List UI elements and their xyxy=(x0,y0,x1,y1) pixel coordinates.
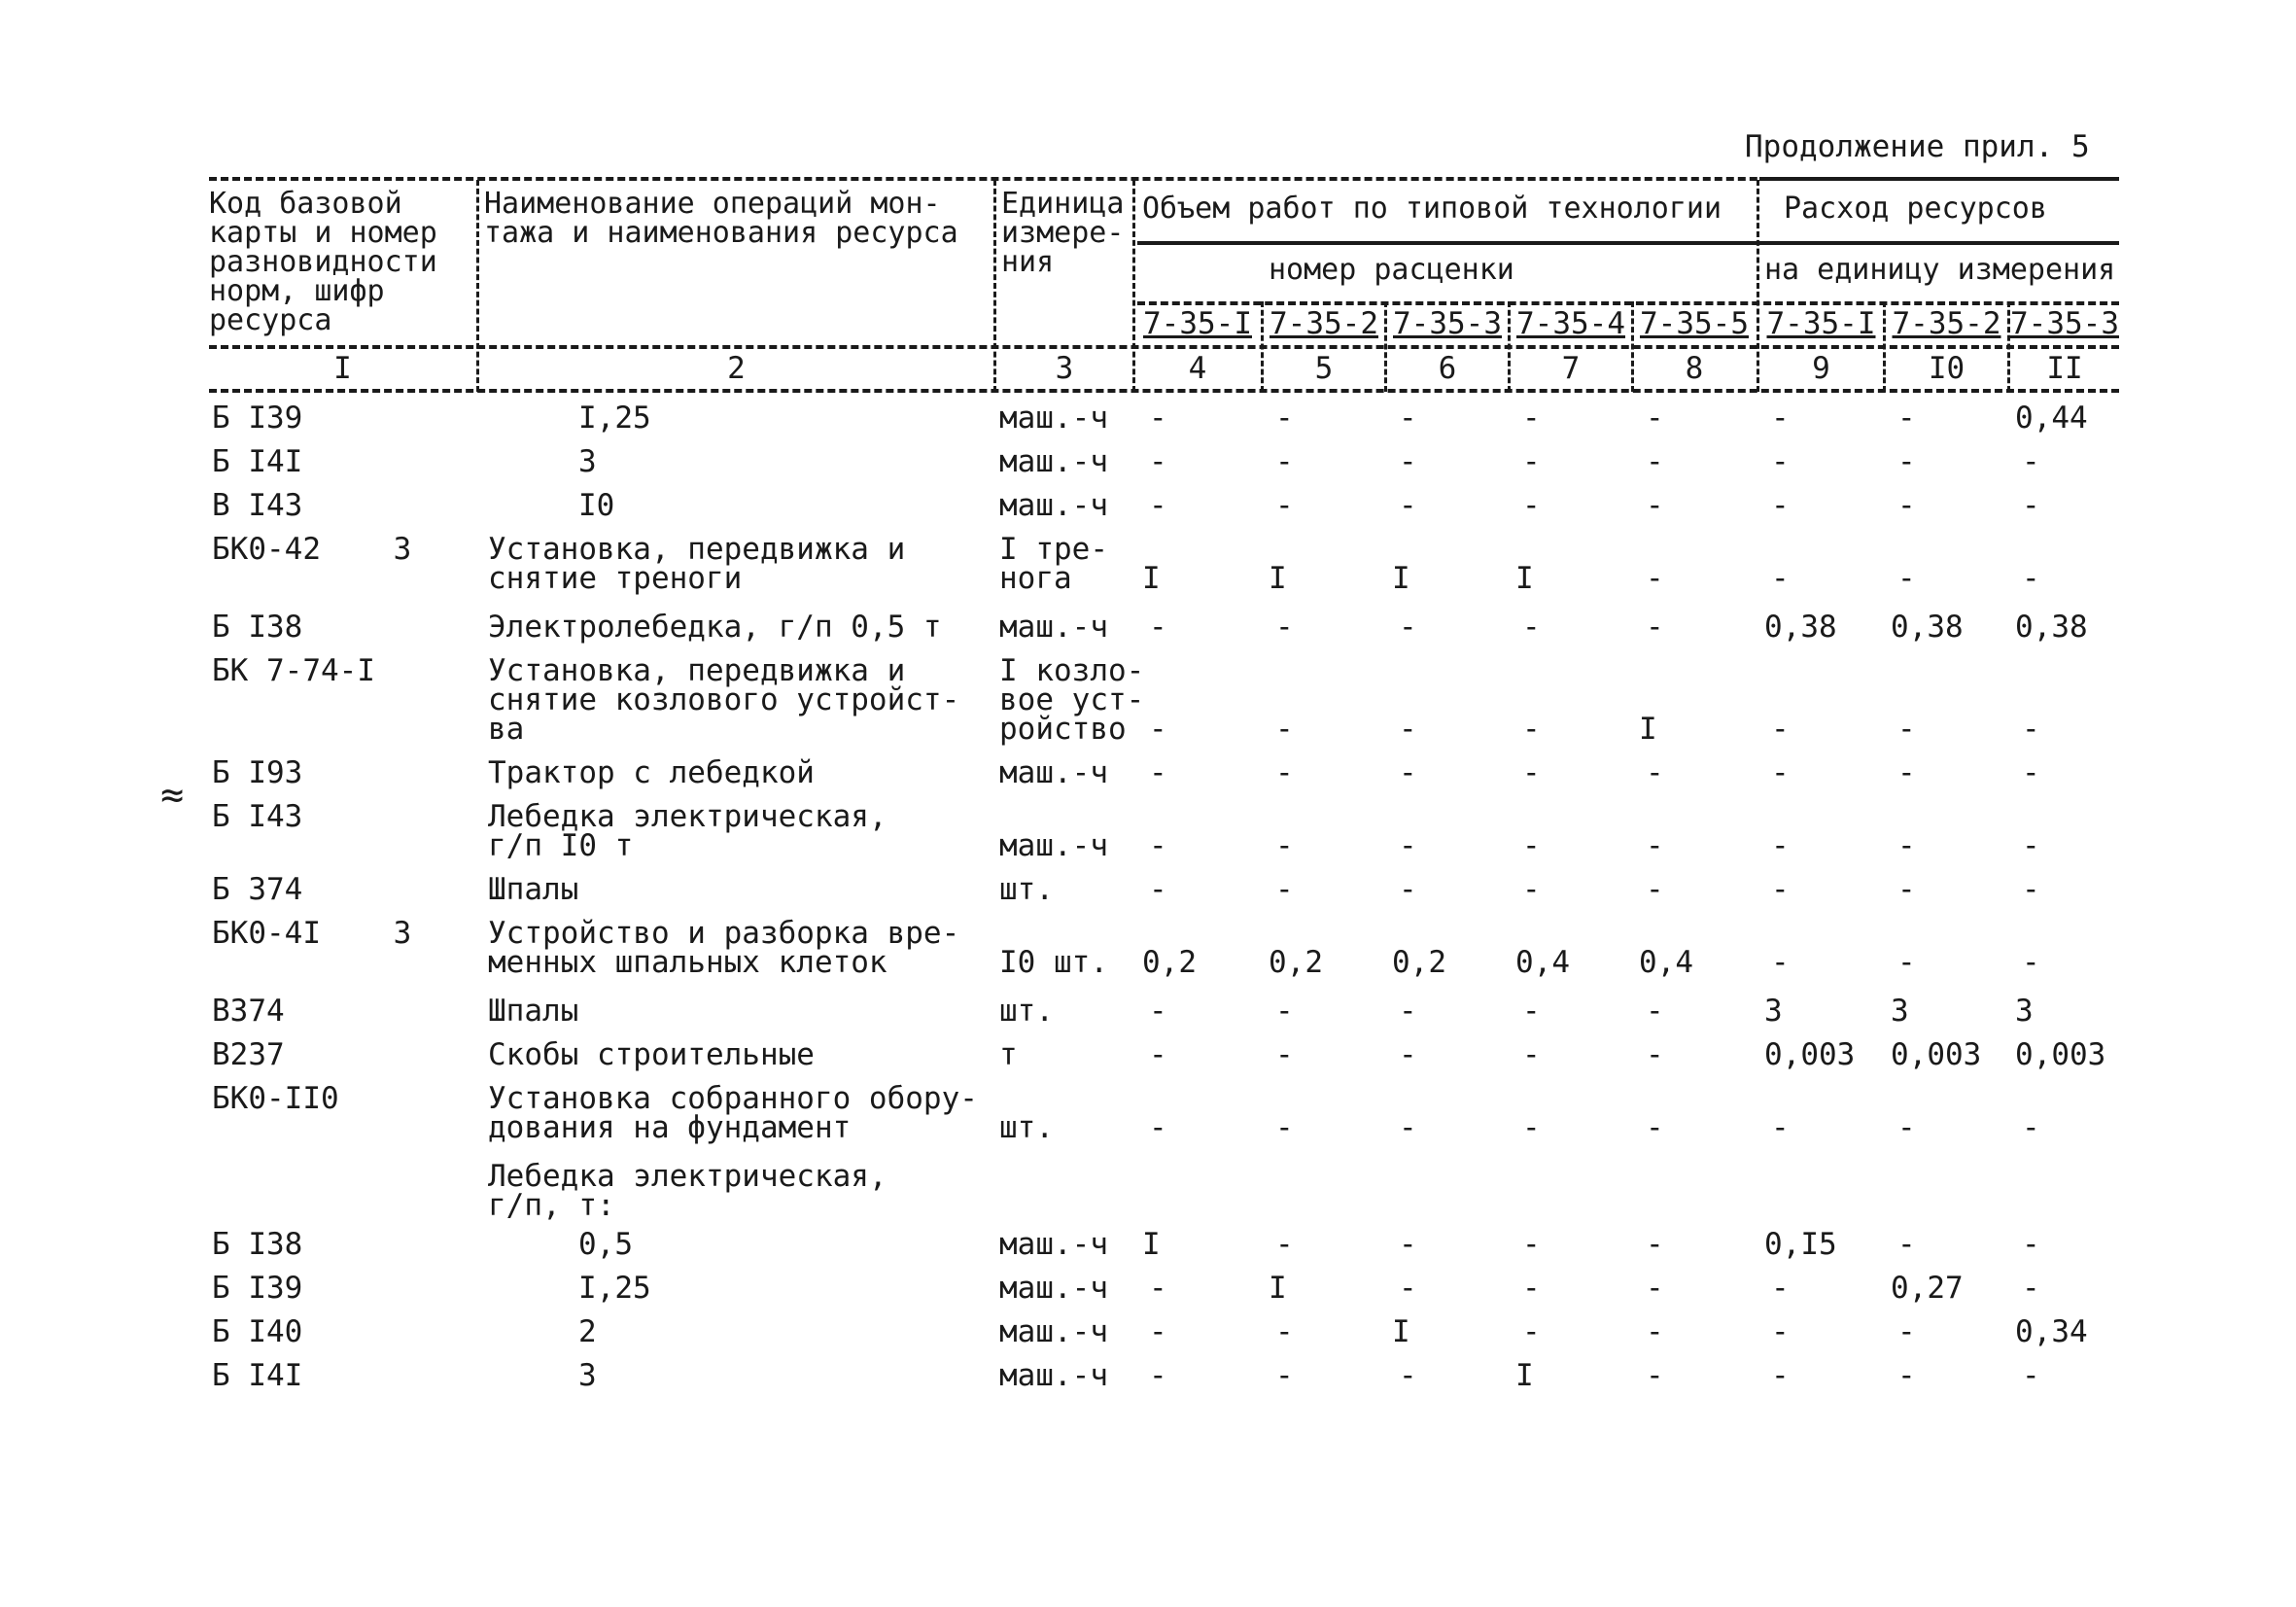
resource-code: Б I40 xyxy=(212,1314,303,1349)
rate-number-8: 7-35-3 xyxy=(2010,306,2119,341)
value-cell: - xyxy=(1275,488,1294,523)
value-cell: 0,38 xyxy=(1891,610,1964,645)
value-cell: - xyxy=(1149,872,1167,907)
value-cell: 0,003 xyxy=(1891,1037,1982,1072)
value-cell: I xyxy=(1142,1227,1161,1262)
value-cell: - xyxy=(1897,1314,1916,1349)
header-resources-group: Расход ресурсов xyxy=(1784,192,2047,226)
value-cell: - xyxy=(1522,712,1541,747)
operation-name: Шпалы xyxy=(488,994,579,1029)
resource-code: В I43 xyxy=(212,488,303,523)
value-cell: - xyxy=(1275,1110,1294,1145)
value-cell: 0,I5 xyxy=(1764,1227,1837,1262)
value-cell: - xyxy=(1399,994,1417,1029)
value-cell: 0,4 xyxy=(1639,945,1693,980)
value-cell: - xyxy=(1149,712,1167,747)
value-cell: - xyxy=(1275,1227,1294,1262)
resource-code: БК0-II0 xyxy=(212,1081,339,1116)
resource-code: Б I43 xyxy=(212,799,303,834)
column-number-9: 9 xyxy=(1812,351,1830,386)
value-cell: - xyxy=(1275,1314,1294,1349)
value-cell: - xyxy=(1646,444,1664,479)
value-cell: - xyxy=(1399,401,1417,436)
value-cell: - xyxy=(1897,444,1916,479)
operation-name: Шпалы xyxy=(488,872,579,907)
value-cell: - xyxy=(1522,1227,1541,1262)
value-cell: - xyxy=(1646,1314,1664,1349)
resource-code: Б 374 xyxy=(212,872,303,907)
value-cell: - xyxy=(2022,1358,2040,1393)
operation-name: Устройство и разборка вре- менных шпальных клеток xyxy=(488,916,960,980)
value-cell: 0,38 xyxy=(1764,610,1837,645)
unit-of-measure: маш.-ч xyxy=(999,755,1108,790)
resource-code: В237 xyxy=(212,1037,285,1072)
value-cell: - xyxy=(1275,872,1294,907)
value-cell: - xyxy=(1771,444,1790,479)
value-cell: - xyxy=(1399,1358,1417,1393)
header-bottom-rule xyxy=(209,389,2119,393)
value-cell: - xyxy=(1522,1314,1541,1349)
value-cell: I xyxy=(1639,712,1657,747)
value-cell: - xyxy=(1646,401,1664,436)
value-cell: - xyxy=(1275,610,1294,645)
header-code: Код базовой карты и номер разновидности норм, шифр ресурса xyxy=(209,187,437,337)
value-cell: - xyxy=(2022,945,2040,980)
value-cell: - xyxy=(1149,444,1167,479)
value-cell: 3 xyxy=(2015,994,2034,1029)
header-rate-number: номер расценки xyxy=(1269,253,1514,287)
value-cell: 0,27 xyxy=(1891,1271,1964,1306)
value-cell: I xyxy=(1269,1271,1287,1306)
column-number-11: II xyxy=(2046,351,2083,386)
column-number-7: 7 xyxy=(1561,351,1581,386)
value-cell: - xyxy=(1275,994,1294,1029)
value-cell: - xyxy=(1646,610,1664,645)
value-cell: - xyxy=(1771,828,1790,863)
operation-name: Установка собранного обору- дования на фундамент xyxy=(488,1081,978,1145)
unit-of-measure: маш.-ч xyxy=(999,444,1108,479)
value-cell: 0,003 xyxy=(1764,1037,1856,1072)
operation-name: Электролебедка, г/п 0,5 т xyxy=(488,610,942,645)
value-cell: - xyxy=(1771,755,1790,790)
value-cell: - xyxy=(1897,872,1916,907)
value-cell: - xyxy=(2022,1110,2040,1145)
value-cell: - xyxy=(1771,1314,1790,1349)
value-cell: - xyxy=(1399,872,1417,907)
resource-code: Б I39 xyxy=(212,1271,303,1306)
value-cell: 0,34 xyxy=(2015,1314,2088,1349)
value-cell: - xyxy=(1149,1110,1167,1145)
value-cell: 0,003 xyxy=(2015,1037,2106,1072)
resource-code: Б I4I xyxy=(212,1358,303,1393)
value-cell: 3 xyxy=(1891,994,1909,1029)
value-cell: - xyxy=(1149,1358,1167,1393)
operation-name: 3 xyxy=(578,444,597,479)
value-cell: - xyxy=(1522,610,1541,645)
value-cell: - xyxy=(1522,1110,1541,1145)
unit-of-measure: шт. xyxy=(999,872,1054,907)
rate-number-2: 7-35-2 xyxy=(1270,306,1378,341)
value-cell: - xyxy=(1275,828,1294,863)
unit-of-measure: маш.-ч xyxy=(999,1271,1108,1306)
value-cell: - xyxy=(1399,828,1417,863)
value-cell: - xyxy=(1771,401,1790,436)
value-cell: I xyxy=(1392,561,1410,596)
unit-of-measure: I тре- нога xyxy=(999,532,1108,596)
value-cell: - xyxy=(1522,994,1541,1029)
unit-of-measure: I0 шт. xyxy=(999,945,1108,980)
operation-name: 2 xyxy=(578,1314,597,1349)
rate-number-7: 7-35-2 xyxy=(1892,306,2001,341)
operation-name: 0,5 xyxy=(578,1227,633,1262)
value-cell: - xyxy=(1646,1271,1664,1306)
continuation-note: Продолжение прил. 5 xyxy=(1745,129,2090,164)
margin-mark: ≈ xyxy=(160,773,185,818)
value-cell: - xyxy=(1399,444,1417,479)
value-cell: - xyxy=(1522,1271,1541,1306)
value-cell: - xyxy=(2022,1227,2040,1262)
column-number-2: 2 xyxy=(727,351,746,386)
operation-name: Скобы строительные xyxy=(488,1037,815,1072)
value-cell: - xyxy=(1771,1271,1790,1306)
value-cell: - xyxy=(1897,1110,1916,1145)
value-cell: I xyxy=(1269,561,1287,596)
operation-name: Установка, передвижка и снятие треноги xyxy=(488,532,906,596)
value-cell: 0,2 xyxy=(1392,945,1446,980)
value-cell: - xyxy=(1275,755,1294,790)
unit-of-measure: I козло- вое уст- ройство xyxy=(999,653,1145,747)
header-top-rule-right xyxy=(1759,177,2119,181)
value-cell: - xyxy=(1149,401,1167,436)
resource-code: БК 7-74-I xyxy=(212,653,375,688)
value-cell: - xyxy=(1399,755,1417,790)
column-number-3: 3 xyxy=(1055,351,1074,386)
value-cell: - xyxy=(1149,610,1167,645)
value-cell: - xyxy=(1771,1110,1790,1145)
value-cell: - xyxy=(1897,1227,1916,1262)
column-number-1: I xyxy=(333,351,352,386)
value-cell: 0,38 xyxy=(2015,610,2088,645)
operation-name: Лебедка электрическая, г/п I0 т xyxy=(488,799,887,863)
value-cell: - xyxy=(1771,945,1790,980)
value-cell: - xyxy=(1275,444,1294,479)
value-cell: - xyxy=(2022,755,2040,790)
rate-number-4: 7-35-4 xyxy=(1516,306,1625,341)
value-cell: - xyxy=(2022,828,2040,863)
value-cell: - xyxy=(1646,828,1664,863)
value-cell: - xyxy=(1399,1110,1417,1145)
value-cell: - xyxy=(2022,872,2040,907)
operation-name: I,25 xyxy=(578,401,651,436)
resource-code: Б I39 xyxy=(212,401,303,436)
rate-number-1: 7-35-I xyxy=(1143,306,1252,341)
value-cell: - xyxy=(1646,1358,1664,1393)
resource-code: В374 xyxy=(212,994,285,1029)
value-cell: I xyxy=(1392,1314,1410,1349)
operation-name: I0 xyxy=(578,488,615,523)
value-cell: - xyxy=(2022,1271,2040,1306)
divider-col3 xyxy=(1132,180,1135,392)
value-cell: - xyxy=(1149,828,1167,863)
operation-name: Лебедка электрическая, г/п, т: xyxy=(488,1159,887,1223)
rate-row-top-rule xyxy=(1137,301,2119,305)
value-cell: - xyxy=(1646,561,1664,596)
value-cell: - xyxy=(1897,488,1916,523)
resource-code: Б I93 xyxy=(212,755,303,790)
value-cell: - xyxy=(1771,712,1790,747)
value-cell: - xyxy=(1897,401,1916,436)
value-cell: 0,4 xyxy=(1515,945,1570,980)
value-cell: - xyxy=(1399,1271,1417,1306)
header-unit: Единица измере- ния xyxy=(1001,187,1125,279)
value-cell: - xyxy=(2022,561,2040,596)
value-cell: - xyxy=(1149,1037,1167,1072)
column-number-top-rule xyxy=(209,345,2119,349)
value-cell: - xyxy=(1149,755,1167,790)
rate-number-3: 7-35-3 xyxy=(1393,306,1502,341)
value-cell: - xyxy=(1522,1037,1541,1072)
subheader-rule xyxy=(1137,241,2119,245)
unit-of-measure: маш.-ч xyxy=(999,1358,1108,1393)
value-cell: - xyxy=(1646,1227,1664,1262)
value-cell: - xyxy=(1275,1037,1294,1072)
value-cell: - xyxy=(1646,1110,1664,1145)
value-cell: - xyxy=(2022,488,2040,523)
operation-name: Трактор с лебедкой xyxy=(488,755,815,790)
value-cell: - xyxy=(1646,488,1664,523)
unit-of-measure: шт. xyxy=(999,1110,1054,1145)
unit-of-measure: маш.-ч xyxy=(999,401,1108,436)
resource-code: Б I4I xyxy=(212,444,303,479)
value-cell: 0,2 xyxy=(1269,945,1323,980)
resource-code: БК0-42 3 xyxy=(212,532,412,567)
value-cell: - xyxy=(1646,755,1664,790)
value-cell: - xyxy=(1646,994,1664,1029)
header-per-unit: на единицу измерения xyxy=(1764,253,2116,287)
header-volume-group: Объем работ по типовой технологии xyxy=(1142,192,1722,226)
value-cell: - xyxy=(1149,1271,1167,1306)
value-cell: - xyxy=(1897,561,1916,596)
value-cell: - xyxy=(1771,872,1790,907)
value-cell: - xyxy=(1399,1227,1417,1262)
value-cell: - xyxy=(1522,872,1541,907)
value-cell: - xyxy=(1149,994,1167,1029)
column-number-10: I0 xyxy=(1928,351,1966,386)
value-cell: - xyxy=(1771,488,1790,523)
column-number-8: 8 xyxy=(1685,351,1704,386)
unit-of-measure: маш.-ч xyxy=(999,488,1108,523)
unit-of-measure: маш.-ч xyxy=(999,1314,1108,1349)
header-operation-name: Наименование операций мон- тажа и наименования ресурса xyxy=(484,187,958,250)
resource-code: Б I38 xyxy=(212,1227,303,1262)
value-cell: - xyxy=(1646,1037,1664,1072)
value-cell: - xyxy=(1522,755,1541,790)
column-number-6: 6 xyxy=(1438,351,1457,386)
value-cell: - xyxy=(1646,872,1664,907)
column-number-5: 5 xyxy=(1314,351,1334,386)
value-cell: 3 xyxy=(1764,994,1783,1029)
value-cell: - xyxy=(1897,712,1916,747)
resource-code: Б I38 xyxy=(212,610,303,645)
value-cell: - xyxy=(1897,945,1916,980)
value-cell: - xyxy=(1522,488,1541,523)
resource-code: БК0-4I 3 xyxy=(212,916,412,951)
unit-of-measure: т xyxy=(999,1037,1018,1072)
value-cell: - xyxy=(1399,712,1417,747)
value-cell: - xyxy=(1897,828,1916,863)
rate-number-5: 7-35-5 xyxy=(1640,306,1749,341)
value-cell: - xyxy=(1275,712,1294,747)
value-cell: - xyxy=(1399,1037,1417,1072)
value-cell: - xyxy=(1897,1358,1916,1393)
value-cell: - xyxy=(2022,712,2040,747)
value-cell: - xyxy=(1275,1358,1294,1393)
rate-number-6: 7-35-I xyxy=(1766,306,1876,341)
value-cell: I xyxy=(1515,1358,1534,1393)
column-number-4: 4 xyxy=(1188,351,1207,386)
value-cell: - xyxy=(1399,610,1417,645)
unit-of-measure: маш.-ч xyxy=(999,828,1108,863)
unit-of-measure: маш.-ч xyxy=(999,610,1108,645)
operation-name: I,25 xyxy=(578,1271,651,1306)
value-cell: - xyxy=(1275,401,1294,436)
value-cell: 0,2 xyxy=(1142,945,1197,980)
value-cell: - xyxy=(1771,1358,1790,1393)
value-cell: - xyxy=(1149,488,1167,523)
value-cell: I xyxy=(1515,561,1534,596)
value-cell: - xyxy=(1149,1314,1167,1349)
value-cell: - xyxy=(1771,561,1790,596)
value-cell: - xyxy=(1897,755,1916,790)
value-cell: - xyxy=(1522,444,1541,479)
value-cell: I xyxy=(1142,561,1161,596)
value-cell: - xyxy=(1522,401,1541,436)
value-cell: - xyxy=(2022,444,2040,479)
value-cell: - xyxy=(1522,828,1541,863)
value-cell: 0,44 xyxy=(2015,401,2088,436)
unit-of-measure: шт. xyxy=(999,994,1054,1029)
value-cell: - xyxy=(1399,488,1417,523)
operation-name: Установка, передвижка и снятие козлового устройст- ва xyxy=(488,653,960,747)
operation-name: 3 xyxy=(578,1358,597,1393)
unit-of-measure: маш.-ч xyxy=(999,1227,1108,1262)
